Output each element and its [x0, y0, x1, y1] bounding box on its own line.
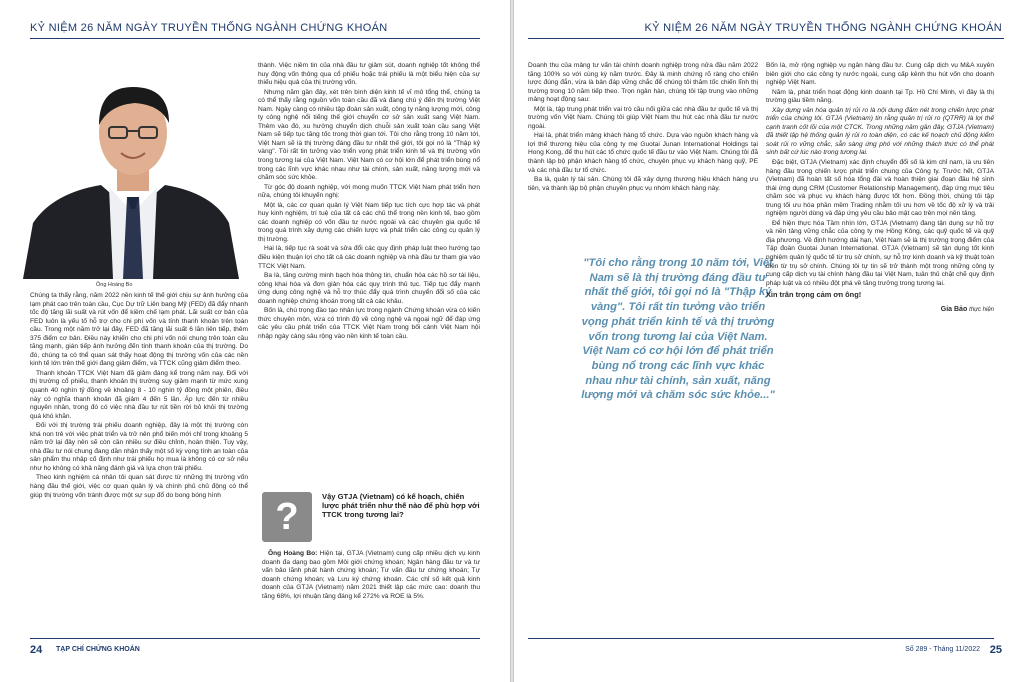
- header-rule: [528, 38, 1004, 39]
- pull-quote: "Tôi cho rằng trong 10 năm tới, Việt Nam sẽ là thị trường đáng đầu tư nhất thế giới, tôi gọi nó là "Thập kỷ vàng". Tôi rất tin tưởng vào triển vọng phát triển kinh tế và thị trường vốn trong tương lai của Việt Nam. Việt Nam có cơ hội lớn để phát triển bùng nổ trong các lĩnh vực khác nhau như tài chính, sản xuất, năng lượng mới và chăm sóc sức khỏe...": [581, 257, 775, 402]
- paragraph: Ba là, quản lý tài sản. Chúng tôi đã xây dựng thương hiệu khách hàng ưu tiên, và thành lập bộ phận chuyên phục vụ nhóm khách hàng này.: [528, 176, 758, 192]
- magazine-name: TẠP CHÍ CHỨNG KHOÁN: [56, 646, 140, 653]
- paragraph: Bốn là, mở rộng nghiệp vụ ngân hàng đầu tư. Cung cấp dịch vụ M&A xuyên biên giới cho các công ty nước ngoài, cung cấp kênh thu hút vốn cho doanh nghiệp Việt Nam.: [766, 62, 994, 87]
- paragraph: thành. Việc niềm tin của nhà đầu tư giảm sút, doanh nghiệp tốt không thể huy động vốn thông qua cổ phiếu hoặc trái phiếu là một biểu hiện của sự thiếu hiệu quả của thị trường vốn.: [258, 62, 480, 87]
- page-number: 24: [30, 644, 43, 656]
- question-mark-icon: ?: [262, 492, 312, 542]
- paragraph: Hai là, phát triển mảng khách hàng tổ chức. Dựa vào nguồn khách hàng và lợi thế thương hiệu của công ty mẹ Guotai Junan International Holdings tại Hong Kong, để thu hút các tổ chức quốc tế đầu tư vào Việt Nam. Chúng tôi đã thành lập bộ phận khách hàng tổ chức, chuyên phục vụ khách hàng quỹ, PE và các nhà đầu tư tổ chức.: [528, 132, 758, 174]
- right-column-1: [528, 62, 758, 194]
- answer-text: Hiện tại, GTJA (Vietnam) cung cấp nhiều dịch vụ kinh doanh đa dạng bao gồm Môi giới chứng khoán; Ngân hàng đầu tư và tư vấn bảo lãnh phát hành chứng khoán; Tư vấn đầu tư chứng khoán; Tự doanh chứng khoán; và Lưu ký chứng khoán. Các chỉ số kết quả kinh doanh của GTJA (Vietnam) năm 2021 thiết lập các mức cao: doanh thu tăng 68%, lợi nhuận tăng đáng kể 272% và ROE là 5%.: [262, 550, 480, 600]
- author-role: thực hiện: [969, 306, 994, 313]
- paragraph: Để hiện thực hóa Tầm nhìn lớn, GTJA (Vietnam) đang tận dụng sự hỗ trợ và nền tảng vững chắc của công ty mẹ Hồng Kông, các quỹ quốc tế và quỹ địa phương. Về định hướng dài hạn, Việt Nam sẽ là thị trường trọng điểm của Tập đoàn Guotai Junan International. GTJA (Vietnam) sẽ tận dụng tốt kinh nghiệm quản lý quốc tế từ trụ sở chính, sự hỗ trợ kinh doanh và kỹ thuật toàn diện từ trụ sở chính. Chúng tôi tự tin sẽ trở thành một trong những công ty cung cấp dịch vụ tài chính hàng đầu tại Việt Nam, tuân thủ chặt chẽ quy định pháp luật và có nhiều đột phá về tăng trưởng trong tương lai.: [766, 219, 994, 287]
- paragraph: Đối với thị trường trái phiếu doanh nghiệp, đây là một thị trường còn khá non trẻ với việc phát triển và trở nên phổ biến mới chỉ trong khoảng 5 năm trở lại đây nên sẽ còn cần nhiều sự điều chỉnh, hoàn thiện. Tuy vậy, nhà đầu tư nói chung đang dần nhận thấy một số kỳ vọng tính an toàn của sản phẩm thu nhập cố định như trái phiếu họ mua là không có cơ sở nếu như họ không có khả năng đánh giá và lựa chọn trái phiếu.: [30, 422, 248, 472]
- paragraph: Hai là, tiếp tục rà soát và sửa đổi các quy định pháp luật theo hướng tạo điều kiện thuận lợi cho tất cả các doanh nghiệp và nhà đầu tư tham gia vào TTCK Việt Nam.: [258, 245, 480, 270]
- page-header: KỶ NIỆM 26 NĂM NGÀY TRUYỀN THỐNG NGÀNH CHỨNG KHOÁN: [30, 22, 388, 34]
- paragraph: Chúng ta thấy rằng, năm 2022 nền kinh tế thế giới chịu sự ảnh hưởng của lạm phát cao trên toàn cầu, Cục Dự trữ Liên bang Mỹ (FED) đã đẩy nhanh tốc độ tăng lãi suất và rút vốn để kiềm chế lạm phát. Lãi suất cơ bản của FED luôn là yếu tố hỗ trợ cho chi phí vốn và tính thanh khoản trên toàn cầu. Trong một năm trở lại đây, FED đã tăng lãi suất 6 lần liên tiếp, thêm 375 điểm cơ bản. Điều này khiến cho chi phí vốn nói chung trên toàn cầu tăng mạnh, gián tiếp ảnh hưởng đến tính thanh khoản của thị trường. Do đó, chúng ta có thể quan sát thấy hoạt động thị trường vốn của các nền kinh tế lớn trên thế giới đang giảm điểm, và TTCK cũng giảm điểm theo.: [30, 292, 248, 368]
- portrait-photo: [13, 73, 245, 279]
- paragraph: Ba là, tăng cường minh bạch hóa thông tin, chuẩn hóa các hồ sơ tài liệu, công khai hóa và đơn giản hóa các quy trình thủ tục. Tiếp tục đẩy mạnh ứng dụng công nghệ và hỗ trợ thúc đẩy quá trình chuyển đổi số của các doanh nghiệp chứng khoán trong tất cả các khâu.: [258, 272, 480, 305]
- paragraph: Nhưng năm gần đây, xét trên bình diện kinh tế vĩ mô tổng thể, chúng ta có thể thấy rằng nguồn vốn toàn cầu đã và đang chú ý đến thị trường Việt Nam. Ngày càng có nhiều tập đoàn sản xuất, công ty năng lượng mới, công ty công nghệ nổi tiếng thế giới chuyển cơ sở sản xuất sang Việt Nam. Thêm vào đó, xu hướng chuyển dịch chuỗi sản xuất toàn cầu sang Việt Nam sẽ tiếp tục tăng tốc trong thời gian tới. Tôi cho rằng trong 10 năm tới, Việt Nam sẽ là thị trường đáng đầu tư nhất thế giới, tôi gọi nó là "Thập kỷ vàng". Tôi rất tin tưởng vào triển vọng phát triển kinh tế và thị trường vốn trong tương lai của Việt Nam. Việt Nam có cơ hội lớn để phát triển bùng nổ trong các lĩnh vực khác nhau như tài chính, sản xuất, năng lượng mới và chăm sóc sức khỏe.: [258, 88, 480, 182]
- right-page: [514, 0, 1020, 682]
- footer-rule: [30, 638, 480, 639]
- page-header: KỶ NIỆM 26 NĂM NGÀY TRUYỀN THỐNG NGÀNH CHỨNG KHOÁN: [644, 22, 1002, 34]
- paragraph: Đặc biệt, GTJA (Vietnam) xác định chuyển đổi số là kim chỉ nam, là ưu tiên hàng đầu trong chiến lược phát triển chung của Công ty. Trước hết, GTJA (Vietnam) đã hoàn tất số hóa tổng đài và hoàn thiện giai đoạn đầu hệ sinh thái ứng dụng CRM (Customer Relationship Management), đáp ứng mục tiêu chăm sóc và phục vụ khách hàng được tốt hơn. Đồng thời, chúng tôi tập trung tối ưu hóa phần mềm Trading nhằm tối ưu hơn về tốc độ xử lý và trải nghiệm người dùng và đáp ứng yêu cầu bảo mật cao trên mọi nền tảng.: [766, 159, 994, 218]
- paragraph: Một là, các cơ quan quản lý Việt Nam tiếp tục tích cực hợp tác và phát huy kinh nghiệm, trí tuệ của tất cả các chủ thể trong nền kinh tế, bao gồm các doanh nghiệp có vốn đầu tư nước ngoài và các chuyên gia quốc tế trong quá trình xây dựng các chiến lược và phát triển các công cụ quản lý thị trường.: [258, 201, 480, 243]
- issue-info: Số 289 - Tháng 11/2022: [905, 646, 980, 653]
- author-name: Gia Bảo: [940, 305, 968, 313]
- paragraph: Thanh khoản TTCK Việt Nam đã giảm đáng kể trong năm nay. Đối với thị trường cổ phiếu, thanh khoản thị trường suy giảm mạnh từ mức xung quanh 40 nghìn tỷ đồng về khoảng 8 - 10 nghìn tỷ đồng một phiên, điều này có nghĩa thanh khoản đã giảm 4 đến 5 lần. Áp lực đến từ nhiều nguyên nhân, trong đó có việc nhà đầu tư rút tiền rời bỏ khỏi thị trường quá khó khăn.: [30, 369, 248, 420]
- header-rule: [30, 38, 480, 39]
- author-signature: [766, 306, 994, 315]
- paragraph: Từ góc độ doanh nghiệp, với mong muốn TTCK Việt Nam phát triển hơn nữa, chúng tôi khuyến nghị:: [258, 183, 480, 200]
- paragraph: Xây dựng văn hóa quản trị rủi ro là nội dung đảm nét trong chiến lược phát triển của chúng tôi. GTJA (Vietnam) tin rằng quản trị rủi ro (QTRR) là lợi thế cạnh tranh cốt lõi của một CTCK. Trong những năm gần đây, GTJA (Vietnam) đã thiết lập hệ thống quản lý rủi ro toàn diện, có các kế hoạch chủ động kiểm soát rủi ro vững chắc, sẵn sàng ứng phó với những thách thức có thể phát sinh bất cứ lúc nào trong tương lai.: [766, 106, 994, 157]
- paragraph: Doanh thu của mảng tư vấn tài chính doanh nghiệp trong nửa đầu năm 2022 tăng 100% so với cùng kỳ năm trước. Đây là minh chứng rõ ràng cho chiến lược đúng đắn, vừa là bản đáp vững chắc để chúng tôi thăm tốc chiến lĩnh thị trường trong 10 năm tiếp theo. Trọn ngân hàn, chúng tôi tập trung vào những mảng hoạt động sau:: [528, 62, 758, 104]
- paragraph: Theo kinh nghiệm cá nhân tôi quan sát được từ những thị trường vốn hàng đầu thế giới, việc cơ quan quản lý và chính phủ chủ động có thể giúp thị trường vốn tránh được một sự sụp đổ do bong bóng hình: [30, 474, 248, 499]
- closing-thanks: Xin trân trọng cảm ơn ông!: [766, 290, 862, 300]
- paragraph: Bốn là, chú trọng đào tạo nhân lực trong ngành Chứng khoán vừa có kiến thức chuyên môn, vừa có trình độ về công nghệ và ngoại ngữ để đáp ứng các yêu cầu phát triển của TTCK Việt Nam trong bối cảnh Việt Nam hội nhập ngày càng sâu rộng vào nền kinh tế toàn cầu.: [258, 307, 480, 340]
- left-column-1: [30, 292, 248, 501]
- paragraph: Một là, tập trung phát triển vai trò cầu nối giữa các nhà đầu tư quốc tế và thị trường vốn Việt Nam. Chúng tôi giúp Việt Nam thu hút các nhà đầu tư nước ngoài.: [528, 105, 758, 130]
- answer-paragraph: [262, 550, 480, 601]
- left-page: [4, 0, 510, 682]
- portrait-illustration: [13, 73, 245, 279]
- left-column-2: [258, 62, 480, 343]
- answer-label: Ông Hoàng Bo:: [268, 550, 318, 557]
- photo-caption: Ông Hoàng Bo: [96, 282, 133, 288]
- right-column-2: [766, 62, 994, 315]
- paragraph: Năm là, phát triển hoạt động kinh doanh tại Tp. Hồ Chí Minh, vì đây là thị trường giàu tiềm năng.: [766, 88, 994, 105]
- question-title: Vậy GTJA (Vietnam) có kế hoạch, chiến lược phát triển như thế nào để phù hợp với TTCK trong tương lai?: [322, 492, 480, 520]
- answer-block: [262, 550, 480, 602]
- footer-rule: [528, 638, 994, 639]
- page-number: 25: [989, 644, 1002, 656]
